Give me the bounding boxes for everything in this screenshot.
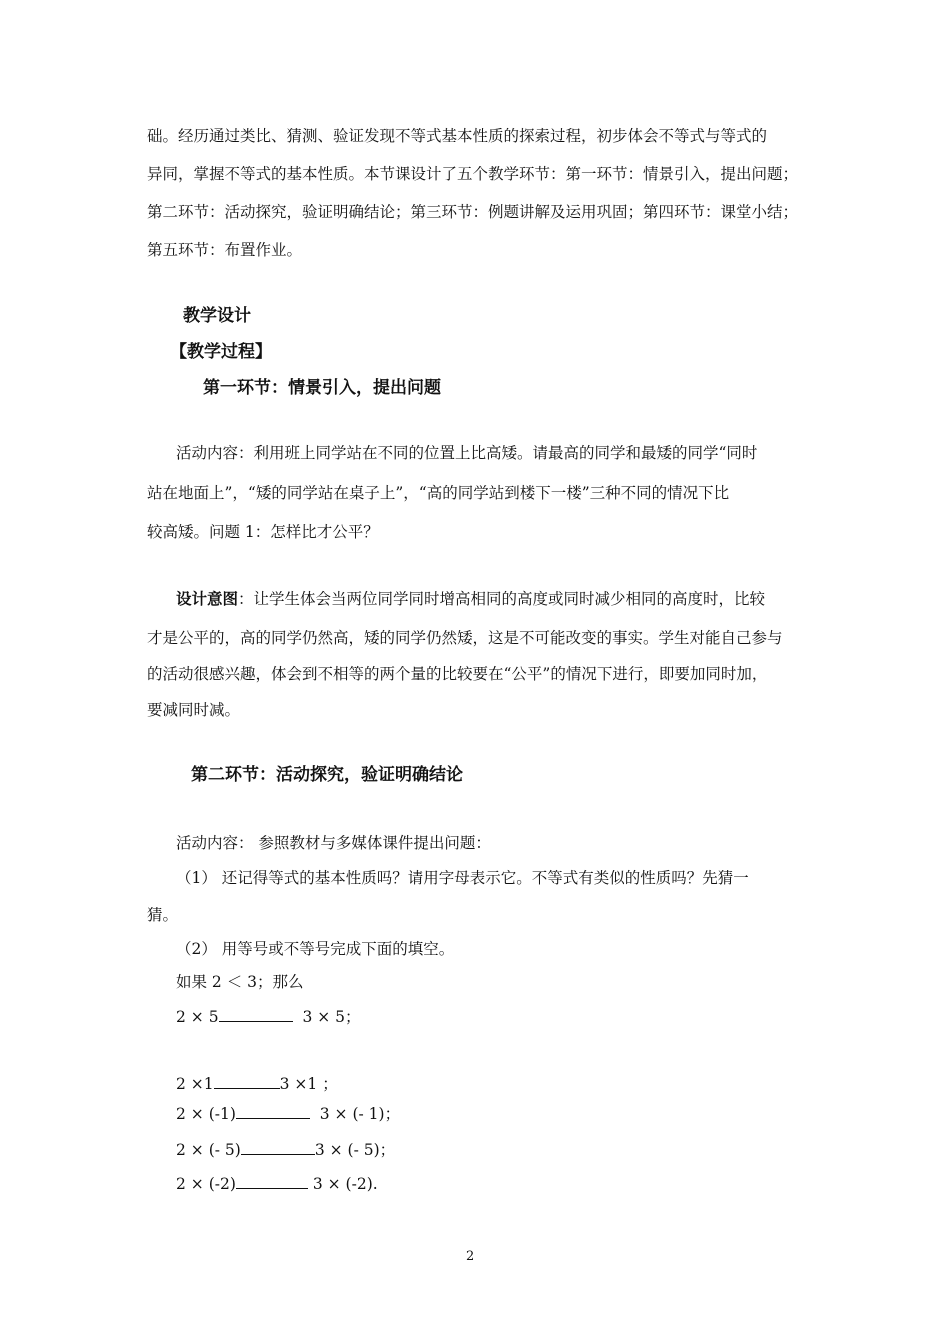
if-statement: 如果 2 ＜ 3；那么 [176,973,304,991]
question-2: （2） 用等号或不等号完成下面的填空。 [176,940,455,958]
intro-line-1: 础。经历通过类比、猜测、验证发现不等式基本性质的探索过程，初步体会不等式与等式的 [147,127,768,145]
exercise-right: 3 × (- 5)； [314,1141,396,1159]
exercise-left: 2 × (-1) [176,1105,236,1123]
exercise-1 [176,1006,361,1028]
exercise-left: 2 ×1 [176,1075,214,1093]
exercise-left: 2 × 5 [176,1008,219,1026]
exercise-right: 3 × (-2). [312,1175,378,1193]
page-number: 2 [466,1249,475,1264]
answer-blank[interactable] [236,1174,308,1189]
exercise-2 [176,1073,338,1095]
intent-line-1 [176,588,765,610]
section1-activity-line-2: 站在地面上”，“矮的同学站在桌子上”，“高的同学站到楼下一楼”三种不同的情况下比 [147,484,730,502]
design-heading: 教学设计 [183,306,251,326]
question-1-line-2: 猜。 [147,906,179,924]
exercise-4 [176,1139,395,1161]
process-heading: 【教学过程】 [170,342,272,362]
answer-blank[interactable] [241,1140,315,1155]
intro-line-3: 第二环节：活动探究，验证明确结论；第三环节：例题讲解及运用巩固；第四环节：课堂小结； [147,203,799,221]
section2-heading: 第二环节：活动探究，验证明确结论 [191,765,463,785]
exercise-right: 3 × 5； [302,1008,361,1026]
intent-label: 设计意图 [176,590,239,608]
section1-heading: 第一环节：情景引入，提出问题 [203,378,441,398]
exercise-left: 2 × (-2) [176,1175,236,1193]
intro-line-4: 第五环节：布置作业。 [147,241,303,259]
exercise-5 [176,1173,378,1195]
intent-line-3: 的活动很感兴趣，体会到不相等的两个量的比较要在“公平”的情况下进行，即要加同时加， [147,665,768,683]
intent-text-1: ：让学生体会当两位同学同时增高相同的高度或同时减少相同的高度时，比较 [238,590,766,608]
answer-blank[interactable] [219,1007,293,1022]
intent-line-2: 才是公平的，高的同学仍然高，矮的同学仍然矮，这是不可能改变的事实。学生对能自己参与 [147,629,783,647]
section1-activity-line-3: 较高矮。问题 1：怎样比才公平？ [147,523,379,541]
section1-activity-line-1: 活动内容：利用班上同学站在不同的位置上比高矮。请最高的同学和最矮的同学“同时 [176,444,758,462]
exercise-right: 3 × (- 1)； [319,1105,401,1123]
exercise-right: 3 ×1 ； [279,1075,338,1093]
answer-blank[interactable] [236,1104,310,1119]
exercise-left: 2 × (- 5) [176,1141,241,1159]
section2-activity: 活动内容： 参照教材与多媒体课件提出问题： [176,834,491,852]
intro-line-2: 异同，掌握不等式的基本性质。本节课设计了五个教学环节：第一环节：情景引入，提出问题； [147,165,799,183]
answer-blank[interactable] [214,1074,280,1089]
exercise-3 [176,1103,400,1125]
question-1-line-1: （1） 还记得等式的基本性质吗？请用字母表示它。不等式有类似的性质吗？先猜一 [176,869,749,887]
intent-line-4: 要减同时减。 [147,701,241,719]
